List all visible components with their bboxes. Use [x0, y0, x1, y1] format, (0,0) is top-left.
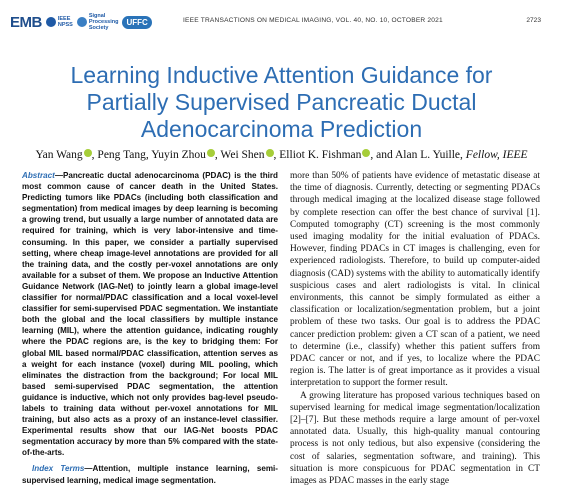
- abstract: [22, 170, 278, 458]
- page-header: [0, 0, 563, 40]
- ieee-npss-logo-line: IEEE: [57, 16, 71, 22]
- author-name: , and Alan L. Yuille,: [370, 149, 463, 161]
- ieee-npss-logo-line: NPSS: [57, 22, 73, 28]
- orcid-icon[interactable]: [266, 149, 274, 157]
- ieee-npss-logo: [46, 16, 73, 28]
- author-name: , Peng Tang, Yuyin Zhou: [91, 149, 206, 161]
- index-terms-text: —Attention, multiple instance learning, semi-supervised learning, medical image segmentation.: [22, 464, 278, 485]
- orcid-icon[interactable]: [84, 149, 92, 157]
- body-paragraph: more than 50% of patients have evidence of metastatic disease at the time of diagnosis. Currently, detecting or segmenting PDACs through medical imaging at the localized disease stage followed by complete resection can offer the best chance of survival [1]. Computed tomography (CT) screening is the most commonly used imaging modality for the initial evaluation of PDACs. However, finding PDACs in CT images is challenging, even for experienced radiologists. Therefore, to build up computer-aided diagnosis (CAD) systems with the ability to automatically identify suspicious cases and alert radiologists is vital. In clinical environments, this cannot be simply formulated as either a classification or localization/segmentation problem, but a joint problem of these two tasks. Our goal is to address the PDAC cancer prediction problem: given a CT scan of a patient, we need to determine (i.e., classify) whether this patient suffers from PDAC cancer or not, and if yes, to localize where the PDAC region is. The latter is of great importance as it provides a visual interpretation to support the former result.: [290, 171, 540, 389]
- right-column: [290, 170, 540, 487]
- abstract-text: —Pancreatic ductal adenocarcinoma (PDAC) is the third most common cause of cancer death in the United States. Predicting tumors like PDACs (including both classification and segmentation) from medical images by deep learning is becoming a growing trend, but usually a large number of annotated data are required for training, which is very labor-intensive and time-consuming. In this paper, we consider a partially supervised setting, where cheap image-level annotations are provided for all the training data, and the costly per-voxel annotations are only available for a subset of them. We propose an Inductive Attention Guidance Network (IAG-Net) to jointly learn a global image-level classifier for normal/PDAC classification and a local voxel-level classifier for semi-supervised PDAC segmentation. We instantiate both the global and the local classifiers by multiple instance learning (MIL), where the attention guidance, indicating roughly where the PDAC regions are, is the key to bridging them: For global MIL based normal/PDAC classification, attention serves as a weight for each instance (voxel) during MIL pooling, which eliminates the distraction from the background; For local MIL based semi-supervised PDAC segmentation, the attention guidance is inductive, which not only provides bag-level pseudo-labels to training data without per-voxel annotations for MIL training, but also acts as a proxy of an instance-level classifier. Experimental results show that our IAG-Net boosts PDAC segmentation accuracy by more than 5% compared with the state-of-the-arts.: [22, 171, 278, 458]
- title-line: Partially Supervised Pancreatic Ductal: [86, 89, 477, 115]
- author-fellow-grade: Fellow, IEEE: [465, 149, 528, 161]
- signal-processing-mark-icon: [77, 17, 87, 27]
- paper-title: [0, 62, 563, 143]
- sp-logo-line: Signal: [88, 13, 106, 19]
- author-name: , Wei Shen: [214, 149, 265, 161]
- society-logos: [10, 13, 152, 31]
- signal-processing-logo: [77, 13, 119, 31]
- page-number: 2723: [526, 17, 541, 24]
- uffc-logo: UFFC: [122, 16, 151, 29]
- author-name: , Elliot K. Fishman: [273, 149, 362, 161]
- index-terms-label: Index Terms: [32, 464, 85, 474]
- abstract-label: Abstract: [22, 171, 55, 180]
- author-list: [0, 149, 563, 161]
- title-line: Learning Inductive Attention Guidance for: [70, 62, 493, 88]
- title-line: Adenocarcinoma Prediction: [140, 116, 423, 142]
- author-name: Yan Wang: [35, 149, 83, 161]
- emb-logo: EMB: [10, 13, 42, 31]
- sp-logo-line: Processing: [88, 19, 119, 25]
- journal-running-head: IEEE TRANSACTIONS ON MEDICAL IMAGING, VOL. 40, NO. 10, OCTOBER 2021: [183, 17, 443, 24]
- body-paragraph: A growing literature has proposed various techniques based on supervised learning for medical image segmentation/localization [2]–[7]. But these methods require a large amount of per-voxel annotated data. Usually, this high-quality manual contouring process is not only tedious, but also expensive (considering the cost of salaries, segmentation software, and training). This situation is more conspicuous for PDAC segmentation in CT images as PDAC masses in the early stage: [290, 390, 540, 487]
- sp-logo-line: Society: [88, 25, 109, 31]
- left-column: [22, 170, 278, 494]
- ieee-npss-mark-icon: [46, 17, 56, 27]
- orcid-icon[interactable]: [207, 149, 215, 157]
